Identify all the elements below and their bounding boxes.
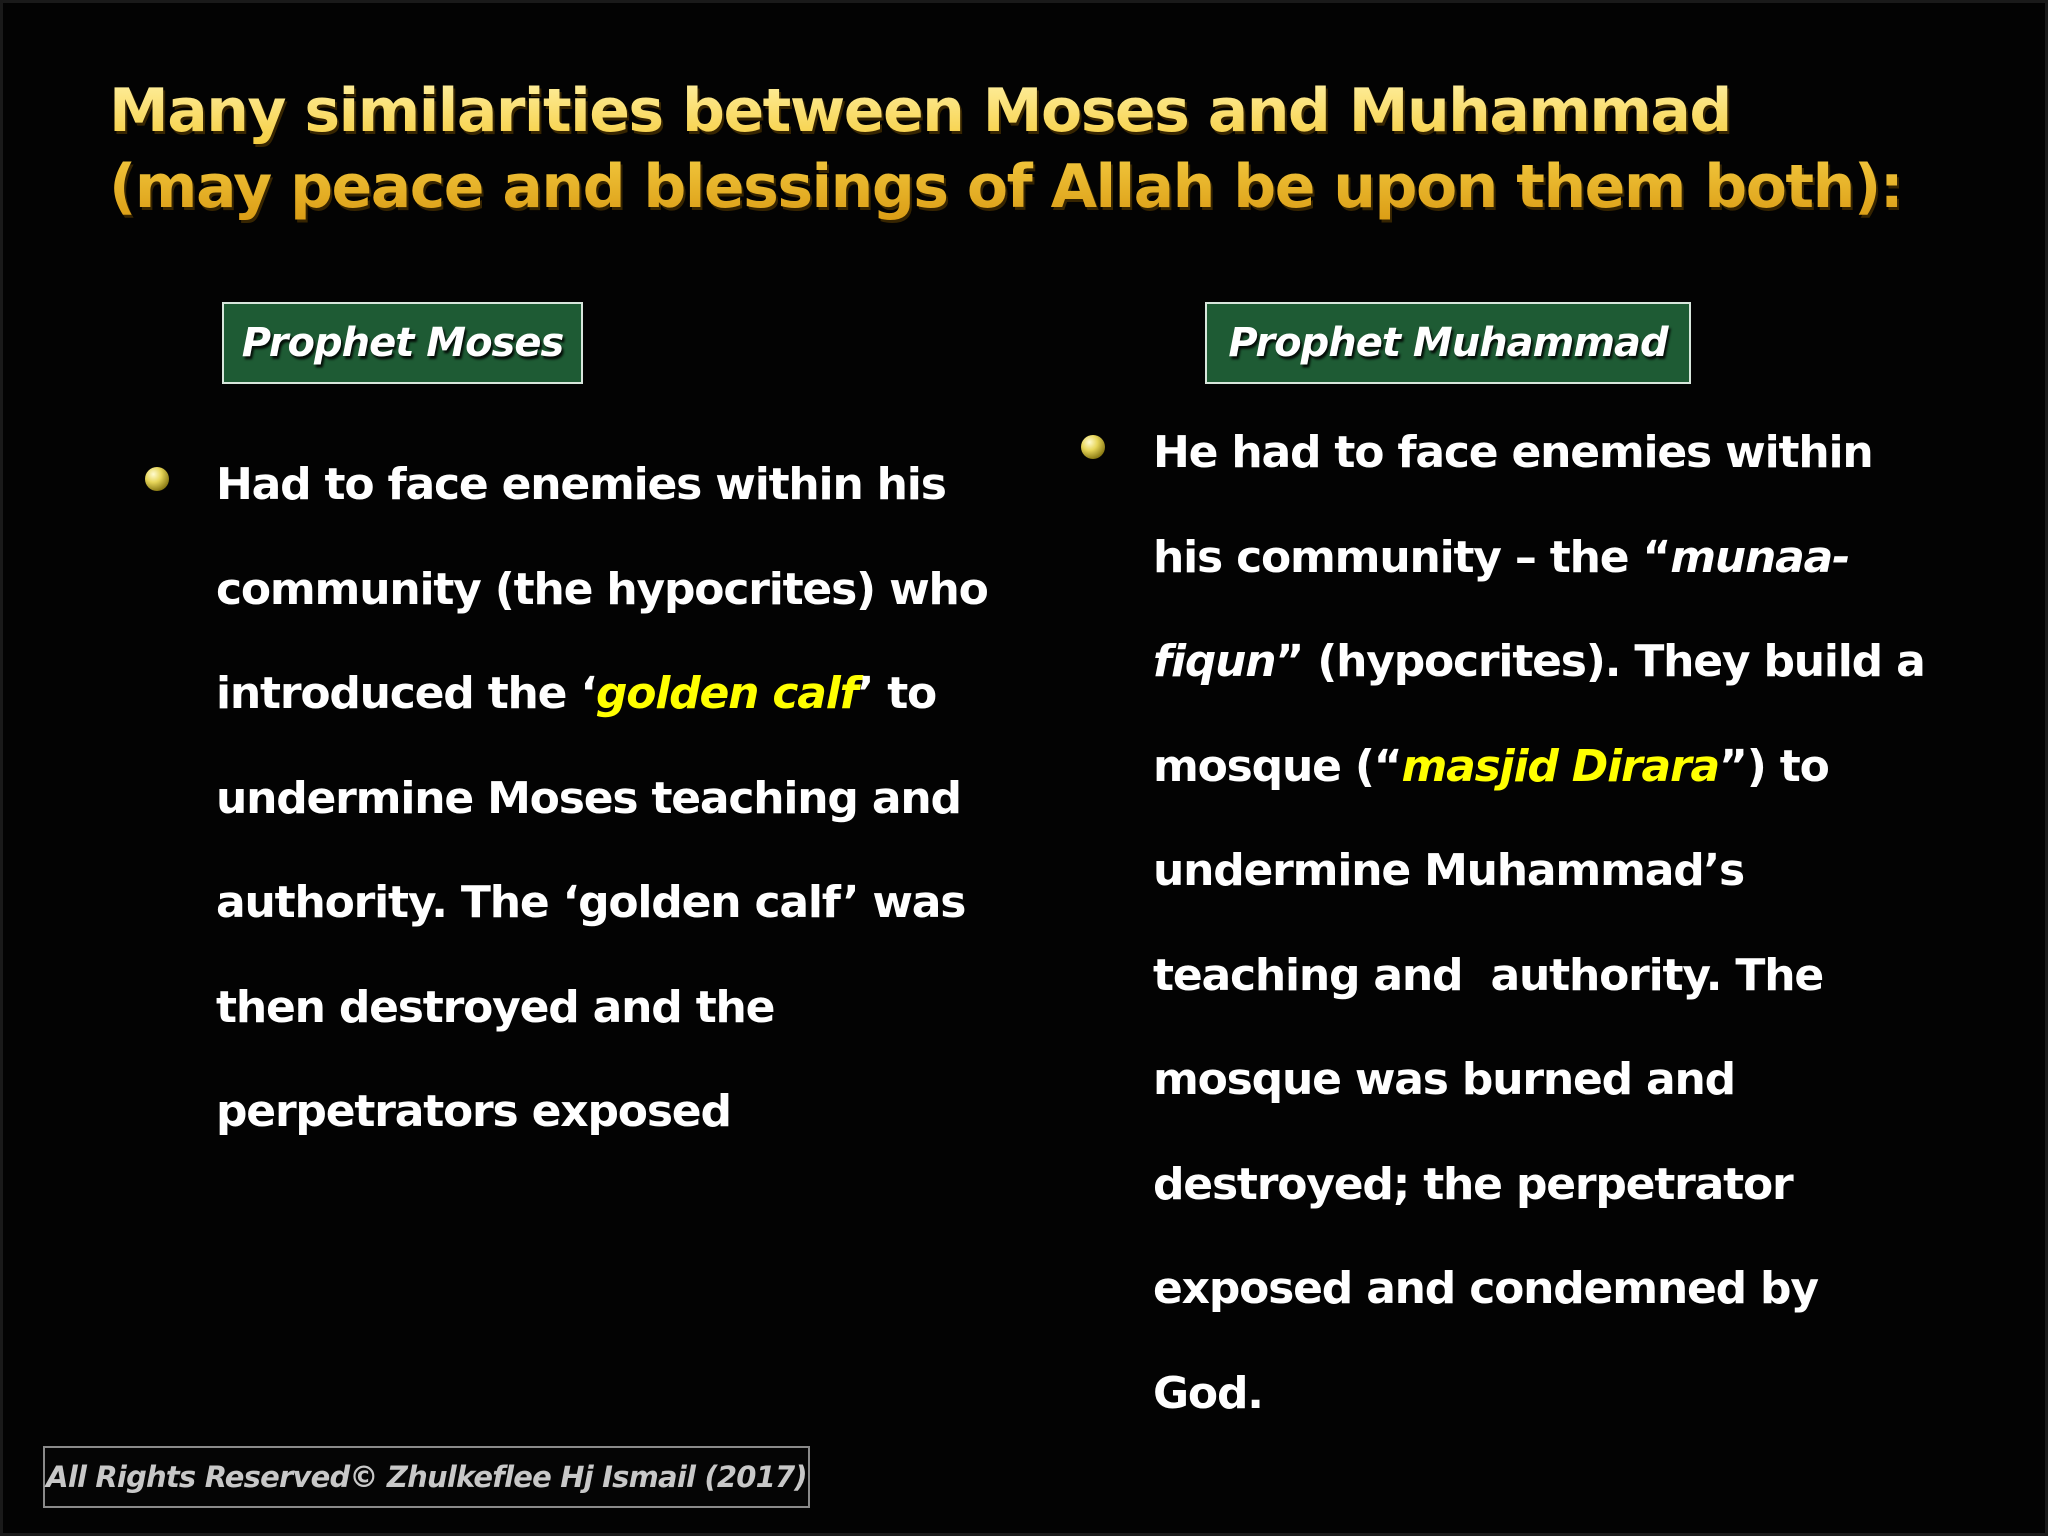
text-line	[1153, 715, 2033, 820]
text-segment: his community – the “	[1153, 531, 1671, 583]
text-line	[216, 433, 1016, 538]
text-segment: mosque was burned and	[1153, 1054, 1735, 1105]
text-segment: undermine Muhammad’s	[1153, 845, 1745, 896]
text-line	[1153, 924, 2033, 1029]
italic-munaafiqun: munaa-	[1670, 531, 1850, 583]
text-segment: Had to face enemies within his	[216, 459, 946, 510]
text-segment: destroyed; the perpetrator	[1153, 1158, 1793, 1210]
text-segment: then destroyed and the	[216, 981, 775, 1033]
bullet-icon	[1081, 435, 1105, 459]
text-segment: authority. The ‘golden calf’ was	[216, 877, 966, 928]
text-segment: He had to face enemies within	[1153, 427, 1873, 478]
copyright-footer: All Rights Reserved© Zhulkeflee Hj Ismail (2017)	[43, 1446, 810, 1508]
text-segment: ” (hypocrites). They build a	[1275, 636, 1925, 687]
text-line	[216, 538, 1016, 643]
text-line	[216, 956, 1016, 1061]
muhammad-bullet-text	[1153, 401, 2033, 1446]
text-line	[1153, 506, 2033, 611]
moses-bullet-text	[216, 433, 1016, 1165]
text-line	[1153, 1133, 2033, 1238]
text-segment: teaching and authority. The	[1153, 949, 1824, 1001]
text-line	[1153, 401, 2033, 506]
text-segment: perpetrators exposed	[216, 1086, 731, 1137]
highlight-masjid-dirara: masjid Dirara	[1401, 740, 1719, 792]
text-line	[1153, 1237, 2033, 1342]
text-segment: introduced the ‘	[216, 668, 596, 719]
slide-title	[109, 73, 1989, 225]
muhammad-column-header: Prophet Muhammad	[1205, 302, 1691, 384]
text-line	[216, 642, 1016, 747]
highlight-golden-calf: golden calf	[595, 668, 858, 719]
text-segment: undermine Moses teaching and	[216, 772, 961, 824]
title-line-2: (may peace and blessings of Allah be upon them both):	[109, 152, 1903, 222]
text-line	[216, 851, 1016, 956]
text-line	[216, 747, 1016, 852]
bullet-icon	[145, 467, 169, 491]
title-line-1: Many similarities between Moses and Muhammad	[109, 76, 1731, 146]
text-segment: ”) to	[1718, 740, 1829, 792]
text-line	[216, 1060, 1016, 1165]
text-line	[1153, 1028, 2033, 1133]
italic-munaafiqun: fiqun	[1153, 636, 1276, 687]
text-segment: community (the hypocrites) who	[216, 563, 988, 615]
text-segment: God.	[1153, 1367, 1263, 1419]
moses-column-header: Prophet Moses	[222, 302, 583, 384]
text-segment: ’ to	[857, 668, 937, 719]
text-segment: mosque (“	[1153, 740, 1402, 792]
text-segment: exposed and condemned by	[1153, 1263, 1818, 1314]
text-line	[1153, 1342, 2033, 1447]
text-line	[1153, 610, 2033, 715]
text-line	[1153, 819, 2033, 924]
